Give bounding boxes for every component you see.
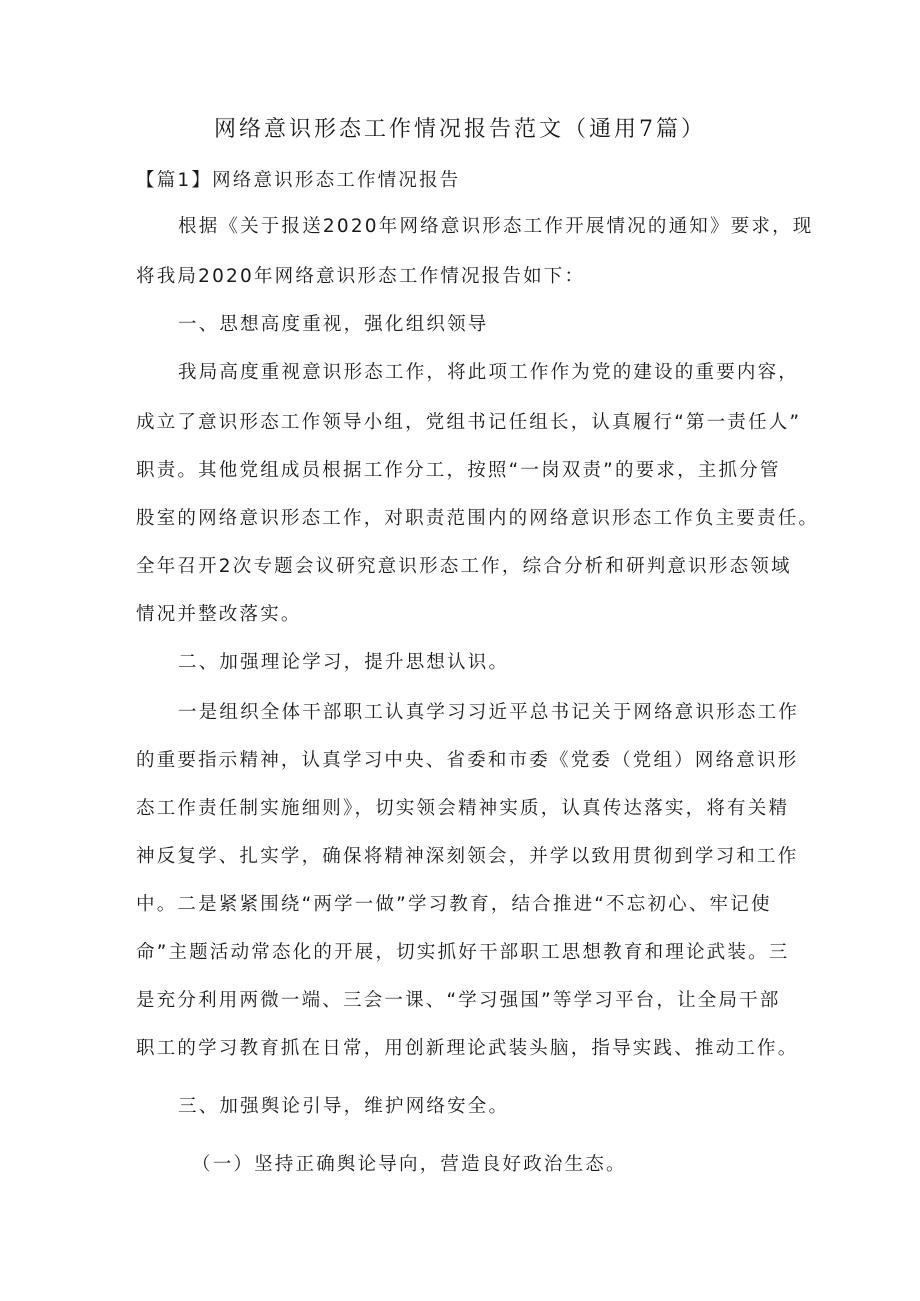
paragraph-1-line: 成立了意识形态工作领导小组，党组书记任组长，认真履行“第一责任人” <box>136 412 802 433</box>
subheading-3: 三、加强舆论引导，维护网络安全。 <box>178 1096 510 1117</box>
paragraph-2-line: 态工作责任制实施细则》，切实领会精神实质，认真传达落实，将有关精 <box>136 798 790 819</box>
paragraph-2-line: 一是组织全体干部职工认真学习习近平总书记关于网络意识形态工作 <box>178 702 800 723</box>
subheading-4: （一）坚持正确舆论导向，营造良好政治生态。 <box>192 1154 627 1175</box>
paragraph-2-line: 神反复学、扎实学，确保将精神深刻领会，并学以致用贯彻到学习和工作 <box>136 846 799 867</box>
paragraph-1-line: 全年召开2次专题会议研究意识形态工作，综合分析和研判意识形态领域 <box>136 556 792 577</box>
paragraph-2-line: 的重要指示精神，认真学习中央、省委和市委《党委（党组）网络意识形 <box>136 750 799 771</box>
paragraph-1-line: 我局高度重视意识形态工作，将此项工作作为党的建设的重要内容， <box>178 362 800 383</box>
document-title: 网络意识形态工作情况报告范文（通用7篇） <box>214 117 706 142</box>
subheading-1: 一、思想高度重视，强化组织领导 <box>178 314 489 335</box>
intro-line: 根据《关于报送2020年网络意识形态工作开展情况的通知》要求，现 <box>178 216 814 237</box>
paragraph-2-line: 命”主题活动常态化的开展，切实抓好干部职工思想教育和理论武装。三 <box>136 942 790 963</box>
subheading-2: 二、加强理论学习，提升思想认识。 <box>178 652 510 673</box>
paragraph-2-line: 中。二是紧紧围绕“两学一做”学习教育，结合推进“不忘初心、牢记使 <box>136 894 772 915</box>
paragraph-2-line: 职工的学习教育抓在日常，用创新理论武装头脑，指导实践、推动工作。 <box>136 1038 799 1059</box>
paragraph-1-line: 股室的网络意识形态工作，对职责范围内的网络意识形态工作负主要责任。 <box>136 508 820 529</box>
paragraph-1-line: 职责。其他党组成员根据工作分工，按照“一岗双责”的要求，主抓分管 <box>136 460 781 481</box>
intro-line: 将我局2020年网络意识形态工作情况报告如下： <box>136 266 586 287</box>
paragraph-2-line: 是充分利用两微一端、三会一课、“学习强国”等学习平台，让全局干部 <box>136 990 781 1011</box>
section-heading: 【篇1】网络意识形态工作情况报告 <box>136 170 461 191</box>
paragraph-1-line: 情况并整改落实。 <box>136 604 302 625</box>
